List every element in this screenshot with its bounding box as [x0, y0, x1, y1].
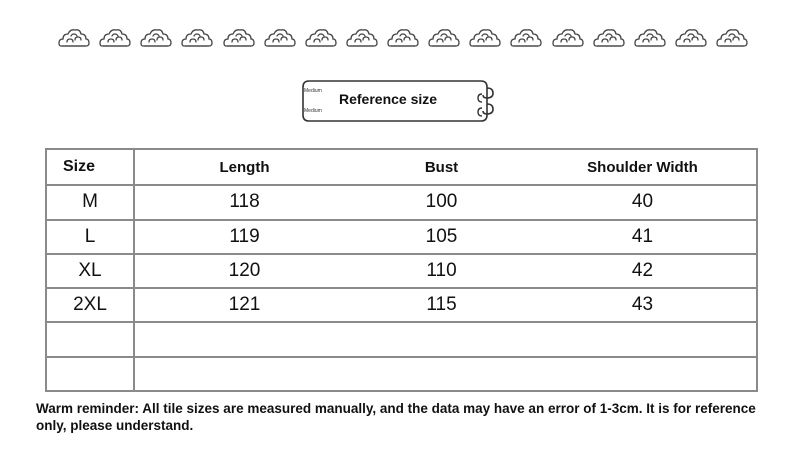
auspicious-cloud-icon: [58, 26, 90, 50]
cell-length: 121: [134, 288, 354, 322]
table-row: [46, 185, 757, 219]
cell-empty: [134, 322, 354, 356]
table-empty-row: [46, 322, 757, 356]
reference-size-badge: [301, 80, 497, 122]
cell-length: 119: [134, 220, 354, 254]
cell-shoulder-width: 40: [529, 185, 757, 219]
cell-bust: 115: [354, 288, 529, 322]
auspicious-cloud-icon: [346, 26, 378, 50]
badge-title: Reference size: [339, 91, 438, 107]
header-shoulder-width: Shoulder Width: [529, 149, 757, 185]
cell-length: 118: [134, 185, 354, 219]
auspicious-cloud-icon: [634, 26, 666, 50]
size-table: [45, 148, 758, 392]
auspicious-cloud-icon: [181, 26, 213, 50]
header-bust: Bust: [354, 149, 529, 185]
auspicious-cloud-icon: [510, 26, 542, 50]
auspicious-cloud-icon: [99, 26, 131, 50]
cell-shoulder-width: 41: [529, 220, 757, 254]
auspicious-cloud-icon: [469, 26, 501, 50]
cell-length: 120: [134, 254, 354, 288]
cell-empty: [46, 357, 134, 391]
cell-empty: [529, 357, 757, 391]
table-row: [46, 220, 757, 254]
header-size: Size: [46, 149, 134, 185]
table-row: [46, 254, 757, 288]
table-row: [46, 288, 757, 322]
auspicious-cloud-icon: [716, 26, 748, 50]
cell-empty: [354, 357, 529, 391]
cell-size: XL: [46, 254, 134, 288]
auspicious-cloud-icon: [675, 26, 707, 50]
cell-bust: 105: [354, 220, 529, 254]
auspicious-cloud-icon: [387, 26, 419, 50]
auspicious-cloud-icon: [140, 26, 172, 50]
auspicious-cloud-icon: [552, 26, 584, 50]
auspicious-cloud-icon: [428, 26, 460, 50]
table-empty-row: [46, 357, 757, 391]
header-length: Length: [134, 149, 354, 185]
cell-size: L: [46, 220, 134, 254]
auspicious-cloud-icon: [593, 26, 625, 50]
cell-empty: [529, 322, 757, 356]
cell-shoulder-width: 43: [529, 288, 757, 322]
cell-bust: 100: [354, 185, 529, 219]
cell-bust: 110: [354, 254, 529, 288]
cloud-decoration-row: [58, 24, 748, 52]
cell-empty: [134, 357, 354, 391]
auspicious-cloud-icon: [264, 26, 296, 50]
auspicious-cloud-icon: [305, 26, 337, 50]
auspicious-cloud-icon: [223, 26, 255, 50]
badge-tiny-label-top: Medium: [304, 88, 322, 94]
cell-empty: [46, 322, 134, 356]
cell-size: 2XL: [46, 288, 134, 322]
table-header-row: [46, 149, 757, 185]
cell-size: M: [46, 185, 134, 219]
badge-tiny-label-bottom: Medium: [304, 108, 322, 114]
warm-reminder-text: Warm reminder: All tile sizes are measured manually, and the data may have an error of 1-3cm. It is for reference only, please understand.: [36, 401, 756, 433]
cell-shoulder-width: 42: [529, 254, 757, 288]
cell-empty: [354, 322, 529, 356]
